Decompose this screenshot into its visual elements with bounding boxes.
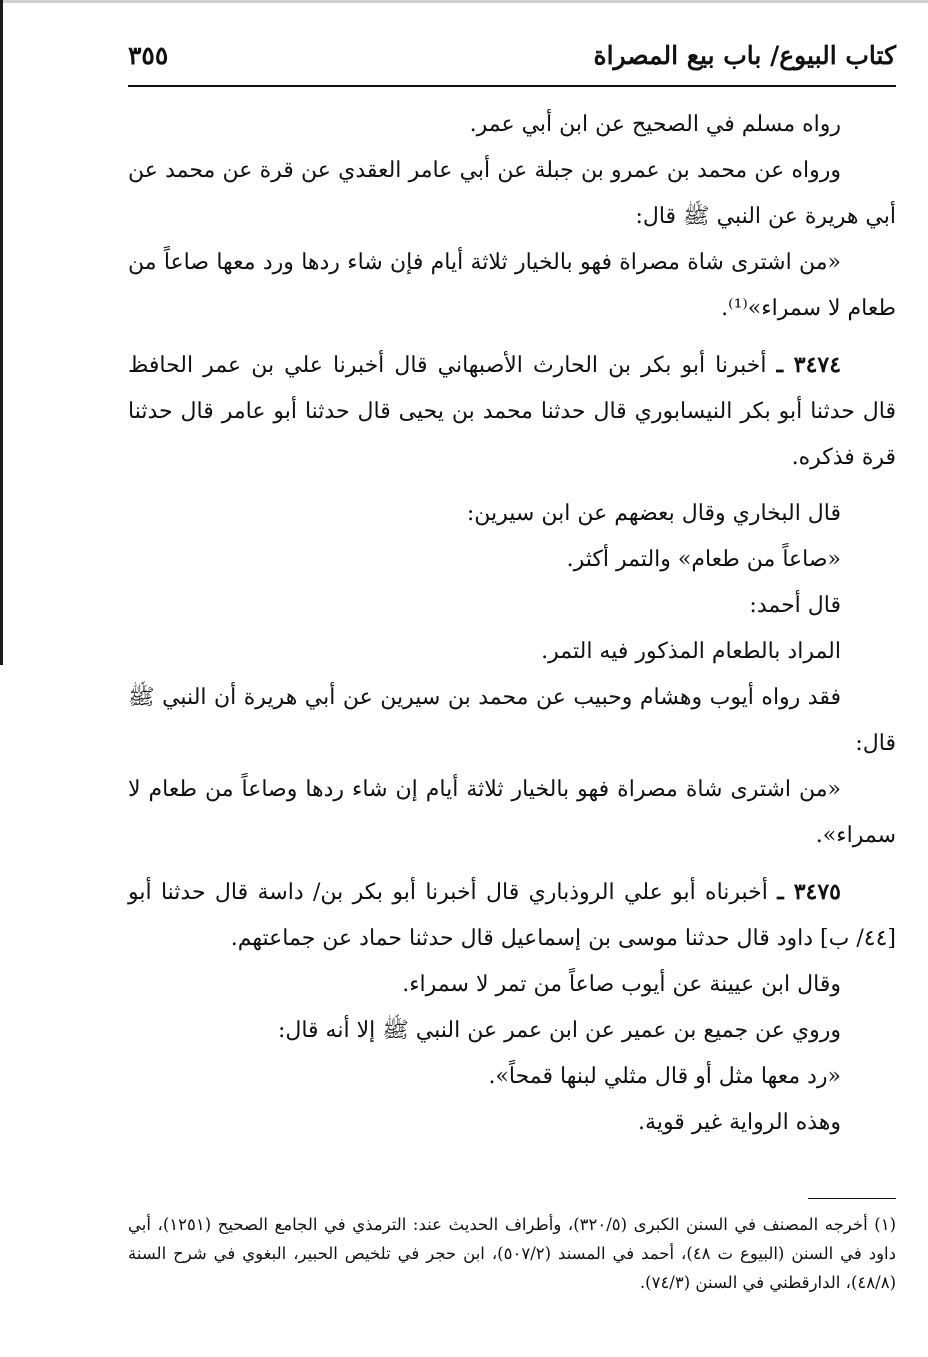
paragraph: فقد رواه أيوب وهشام وحبيب عن محمد بن سيرين عن أبي هريرة أن النبي ﷺ قال: <box>128 685 896 756</box>
paragraph: المراد بالطعام المذكور فيه التمر. <box>541 639 841 664</box>
scan-edge-top <box>0 0 928 3</box>
paragraph: رواه مسلم في الصحيح عن ابن أبي عمر. <box>469 112 841 137</box>
paragraph: قال أحمد: <box>749 593 841 618</box>
chapter-title: كتاب البيوع/ باب بيع المصراة <box>593 40 896 70</box>
hadith-entry-3475 <box>128 869 896 962</box>
hadith-entry-3474 <box>128 342 896 481</box>
hadith-text: أخبرناه أبو علي الروذباري قال أخبرنا أبو بكر بن/ داسة قال حدثنا أبو [٤٤/ ب] داود قال حدثنا موسى بن إسماعيل قال حدثنا حماد عن جماعتهم. <box>128 880 896 951</box>
paragraph: ورواه عن محمد بن عمرو بن جبلة عن أبي عامر العقدي عن قرة عن محمد عن أبي هريرة عن النبي ﷺ قال: <box>128 158 896 229</box>
footnote: (١) أخرجه المصنف في السنن الكبرى (٣٢٠/٥)، وأطراف الحديث عند: الترمذي في الجامع الصحيح (١٢٥١)، أبي داود في السنن (البيوع ت ٤٨)، أحمد في المسند (٥٠٧/٢)، ابن حجر في تلخيص الحبير، البغوي في شرح السنة (٤٨/٨)، الدارقطني في السنن (٧٤/٣). <box>128 1215 897 1292</box>
hadith-text: أخبرنا أبو بكر بن الحارث الأصبهاني قال أخبرنا علي بن عمر الحافظ قال حدثنا أبو بكر النيسابوري قال حدثنا محمد بن يحيى قال حدثنا أبو عامر قال حدثنا قرة فذكره. <box>128 353 896 470</box>
paragraph: «صاعاً من طعام» والتمر أكثر. <box>566 547 841 572</box>
scan-edge-left <box>0 0 3 665</box>
hadith-quote: «من اشترى شاة مصراة فهو بالخيار ثلاثة أيام إن شاء ردها وصاعاً من طعام لا سمراء». <box>128 777 896 848</box>
paragraph: وهذه الرواية غير قوية. <box>638 1110 841 1135</box>
page-number: ٣٥٥ <box>128 40 169 70</box>
paragraph: وقال ابن عيينة عن أيوب صاعاً من تمر لا سمراء. <box>402 972 841 997</box>
header-rule <box>128 85 896 87</box>
paragraph: قال البخاري وقال بعضهم عن ابن سيرين: <box>466 501 841 526</box>
hadith-quote: «من اشترى شاة مصراة فهو بالخيار ثلاثة أيام فإن شاء ردها ورد معها صاعاً من طعام لا سمراء»⁽¹⁾. <box>128 250 896 321</box>
footnote-rule <box>808 1198 896 1199</box>
hadith-number: ٣٤٧٤ ـ <box>776 352 842 378</box>
footnotes <box>128 1210 896 1297</box>
running-header <box>128 30 896 80</box>
hadith-quote: «رد معها مثل أو قال مثلي لبنها قمحاً». <box>488 1064 841 1089</box>
book-page <box>128 30 896 1330</box>
paragraph: وروي عن جميع بن عمير عن ابن عمر عن النبي ﷺ إلا أنه قال: <box>277 1018 841 1043</box>
page-body <box>128 102 896 1146</box>
hadith-number: ٣٤٧٥ ـ <box>777 879 841 905</box>
